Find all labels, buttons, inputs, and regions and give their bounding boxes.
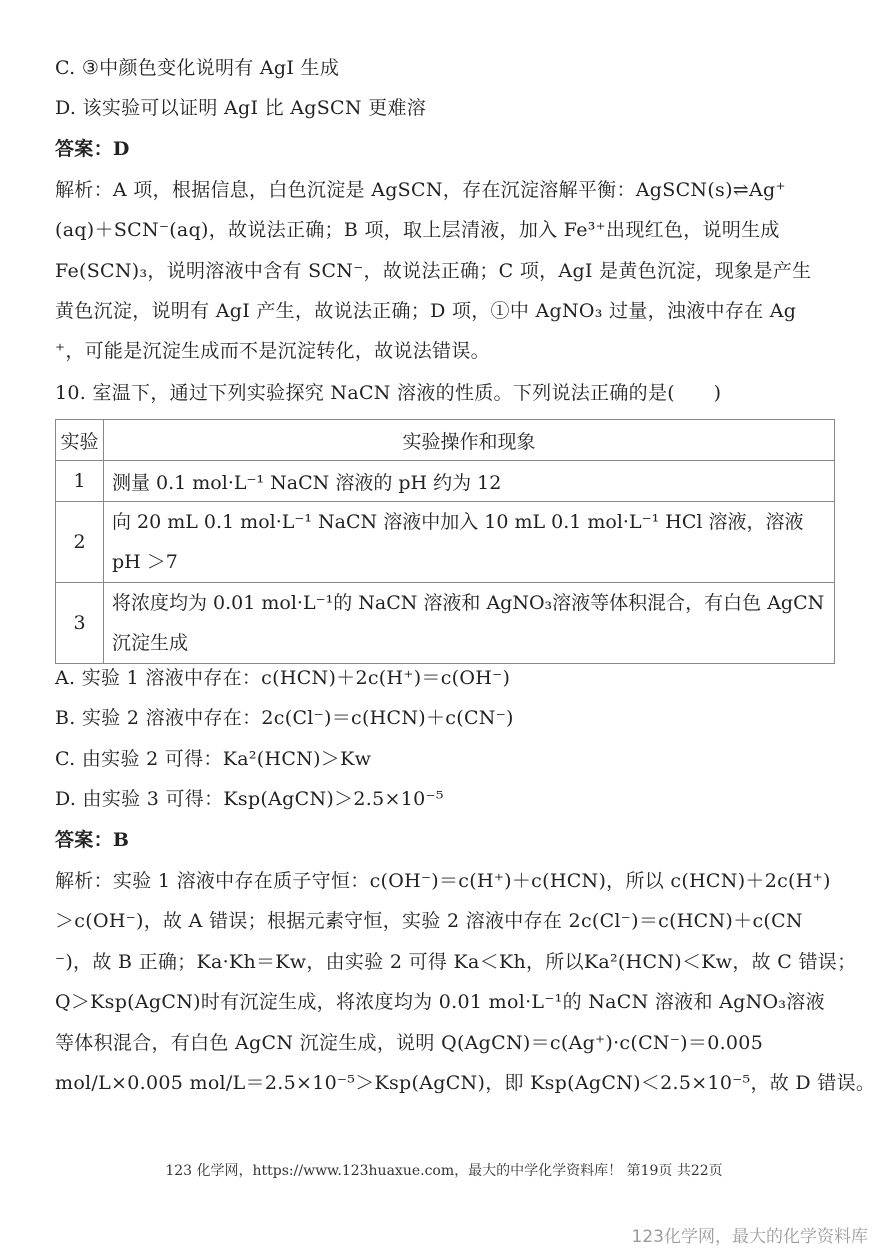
table-row-text: 向 20 mL 0.1 mol·L⁻¹ NaCN 溶液中加入 10 mL 0.1 mol·L⁻¹ HCl 溶液，溶液 pH ＞7	[104, 502, 835, 583]
table-row-num: 3	[56, 583, 104, 664]
table-row	[56, 502, 835, 583]
watermark: 123化学网，最大的化学资料库	[631, 1227, 868, 1247]
table-row-num: 1	[56, 461, 104, 502]
option-d-prev: D. 该实验可以证明 AgI 比 AgSCN 更难溶	[55, 97, 427, 119]
table-row	[56, 583, 835, 664]
analysis-line-5: ⁺，可能是沉淀生成而不是沉淀转化，故说法错误。	[55, 340, 490, 362]
table-row	[56, 461, 835, 502]
table-row-num: 2	[56, 502, 104, 583]
answer: 答案：B	[55, 829, 130, 851]
answer-prev: 答案：D	[55, 138, 130, 160]
analysis-q10-line-2: ＞c(OH⁻)，故 A 错误；根据元素守恒，实验 2 溶液中存在 2c(Cl⁻)＝c(HCN)＋c(CN	[55, 910, 803, 932]
table-row-text: 将浓度均为 0.01 mol·L⁻¹的 NaCN 溶液和 AgNO₃溶液等体积混合，有白色 AgCN 沉淀生成	[104, 583, 835, 664]
analysis-q10-line-3: ⁻)，故 B 正确；Ka·Kh＝Kw，由实验 2 可得 Ka＜Kh，所以Ka²(HCN)＜Kw，故 C 错误；	[55, 951, 857, 973]
analysis-q10-line-4: Q＞Ksp(AgCN)时有沉淀生成，将浓度均为 0.01 mol·L⁻¹的 NaCN 溶液和 AgNO₃溶液	[55, 991, 825, 1013]
table-header-col1: 实验	[56, 420, 104, 461]
table-row-text: 测量 0.1 mol·L⁻¹ NaCN 溶液的 pH 约为 12	[104, 461, 835, 502]
analysis-line-3: Fe(SCN)₃，说明溶液中含有 SCN⁻，故说法正确；C 项，AgI 是黄色沉淀，现象是产生	[55, 260, 812, 282]
experiment-table	[55, 419, 835, 664]
option-a: A. 实验 1 溶液中存在：c(HCN)＋2c(H⁺)＝c(OH⁻)	[55, 667, 511, 689]
table-header-col2: 实验操作和现象	[104, 420, 835, 461]
analysis-line-4: 黄色沉淀，说明有 AgI 产生，故说法正确；D 项，①中 AgNO₃ 过量，浊液中存在 Ag	[55, 300, 797, 322]
question-10-stem: 10. 室温下，通过下列实验探究 NaCN 溶液的性质。下列说法正确的是( )	[55, 382, 722, 404]
analysis-q10-line-6: mol/L×0.005 mol/L＝2.5×10⁻⁵＞Ksp(AgCN)，即 Ksp(AgCN)＜2.5×10⁻⁵，故 D 错误。	[55, 1072, 876, 1094]
analysis-line-2: (aq)＋SCN⁻(aq)，故说法正确；B 项，取上层清液，加入 Fe³⁺出现红色，说明生成	[55, 219, 780, 241]
analysis-q10-line-1: 解析：实验 1 溶液中存在质子守恒：c(OH⁻)＝c(H⁺)＋c(HCN)，所以 c(HCN)＋2c(H⁺)	[55, 870, 831, 892]
option-c-prev: C. ③中颜色变化说明有 AgI 生成	[55, 57, 340, 79]
option-c: C. 由实验 2 可得：Ka²(HCN)＞Kw	[55, 748, 372, 770]
analysis-line-1: 解析：A 项，根据信息，白色沉淀是 AgSCN，存在沉淀溶解平衡：AgSCN(s)⇌Ag⁺	[55, 179, 786, 201]
table-header-row	[56, 420, 835, 461]
option-d: D. 由实验 3 可得：Ksp(AgCN)＞2.5×10⁻⁵	[55, 788, 444, 810]
analysis-q10-line-5: 等体积混合，有白色 AgCN 沉淀生成，说明 Q(AgCN)＝c(Ag⁺)·c(CN⁻)＝0.005	[55, 1032, 764, 1054]
page-footer: 123 化学网，https://www.123huaxue.com，最大的中学化学资料库！ 第19页 共22页	[165, 1163, 723, 1179]
option-b: B. 实验 2 溶液中存在：2c(Cl⁻)＝c(HCN)＋c(CN⁻)	[55, 707, 514, 729]
